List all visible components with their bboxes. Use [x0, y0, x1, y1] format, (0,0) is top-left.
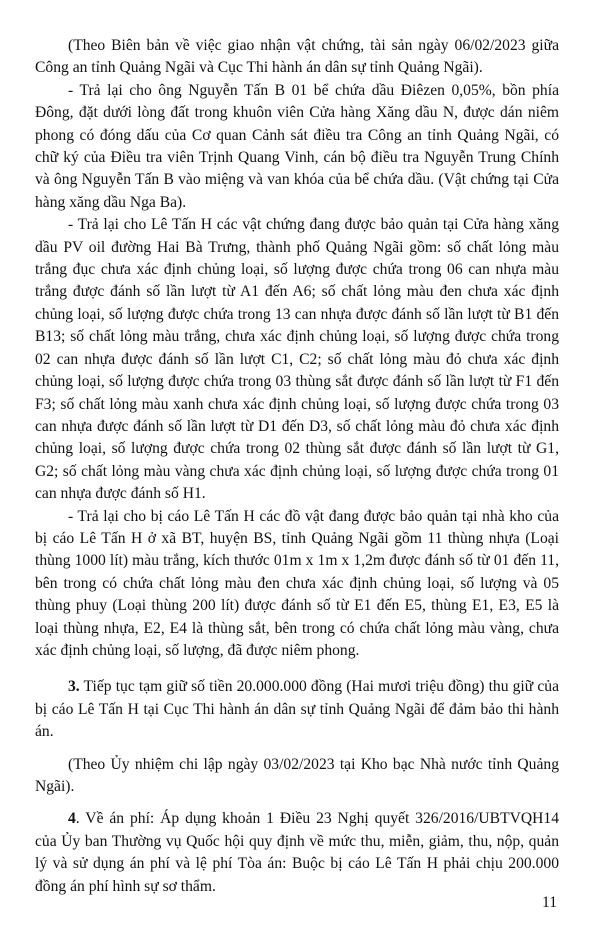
item-number-4: 4 [68, 810, 76, 828]
paragraph-item-4-court-fees [35, 808, 559, 898]
document-body [35, 35, 559, 898]
paragraph-payment-order-note: (Theo Ủy nhiệm chi lập ngày 03/02/2023 tại Kho bạc Nhà nước tỉnh Quảng Ngãi). [35, 755, 559, 795]
paragraph-return-evidence-pv-oil: - Trả lại cho Lê Tấn H các vật chứng đang được bảo quản tại Cửa hàng xăng dầu PV oil đường Hai Bà Trưng, thành phố Quảng Ngãi gồm: số chất lỏng màu trắng đục chưa xác định chủng loại, số lượng được chứa trong 06 can nhựa màu trắng được đánh số lần lượt từ A1 đến A6; số chất lỏng màu đen chưa xác định chủng loại, số lượng được chứa trong 13 can nhựa được đánh số lần lượt từ B1 đến B13; số chất lỏng màu trắng, chưa xác định chủng loại, số lượng được chứa trong 02 can nhựa được đánh số lần lượt C1, C2; số chất lỏng màu đỏ chưa xác định chủng loại, số lượng được chứa trong 03 thùng sắt được đánh số lần lượt từ F1 đến F3; số chất lỏng màu xanh chưa xác định chủng loại, số lượng được chứa trong 03 can nhựa được đánh số lần lượt từ D1 đến D3, số chất lỏng màu đỏ chưa xác định chủng loại, số lượng được chứa trong 02 thùng sắt được đánh số lần lượt từ G1, G2; số chất lỏng màu vàng chưa xác định chủng loại, số lượng được chứa trong 01 can nhựa được đánh số H1. [35, 216, 559, 503]
item-3-text: Tiếp tục tạm giữ số tiền 20.000.000 đồng (Hai mươi triệu đồng) thu giữ của bị cáo Lê Tấn H tại Cục Thi hành án dân sự tỉnh Quảng Ngãi để đảm bảo thi hành án. [35, 678, 559, 741]
paragraph-return-tank-to-nguyen-tan-b: - Trả lại cho ông Nguyễn Tấn B 01 bể chứa dầu Điêzen 0,05%, bồn phía Đông, đặt dưới lòng đất trong khuôn viên Cửa hàng Xăng dầu N, được dán niêm phong có đóng dấu của Cơ quan Cảnh sát điều tra Công an tỉnh Quảng Ngãi, có chữ ký của Điều tra viên Trịnh Quang Vinh, cán bộ điều tra Nguyễn Trung Chính và ông Nguyễn Tấn B vào miệng và van khóa của bể chứa dầu. (Vật chứng tại Cửa hàng xăng dầu Nga Ba). [35, 81, 559, 211]
item-4-text: . Về án phí: Áp dụng khoản 1 Điều 23 Nghị quyết 326/2016/UBTVQH14 của Ủy ban Thường vụ Quốc hội quy định về mức thu, miễn, giảm, thu, nộp, quản lý và sử dụng án phí và lệ phí Tòa án: Buộc bị cáo Lê Tấn H phải chịu 200.000 đồng án phí hình sự sơ thẩm. [35, 810, 559, 895]
item-number-3: 3. [68, 678, 80, 696]
page-number: 11 [541, 894, 557, 911]
paragraph-return-items-warehouse: - Trả lại cho bị cáo Lê Tấn H các đồ vật đang được bảo quản tại nhà kho của bị cáo Lê Tấn H ở xã BT, huyện BS, tỉnh Quảng Ngãi gồm 11 thùng nhựa (Loại thùng 1000 lít) màu trắng, kích thước 01m x 1m x 1,2m được đánh số từ 01 đến 11, bên trong có chứa chất lỏng màu đen chưa xác định chủng loại, số lượng và 05 thùng phuy (Loại thùng 200 lít) được đánh số từ E1 đến E5, thùng E1, E3, E5 là loại thùng nhựa, E2, E4 là thùng sắt, bên trong có chứa chất lỏng màu vàng, chưa xác định chủng loại, số lượng, đã được niêm phong. [35, 507, 559, 659]
paragraph-item-3-withhold-money [35, 676, 559, 743]
paragraph-evidence-handover-note: (Theo Biên bản về việc giao nhận vật chứng, tài sản ngày 06/02/2023 giữa Công an tỉnh Quảng Ngãi và Cục Thi hành án dân sự tỉnh Quảng Ngãi). [35, 37, 559, 77]
